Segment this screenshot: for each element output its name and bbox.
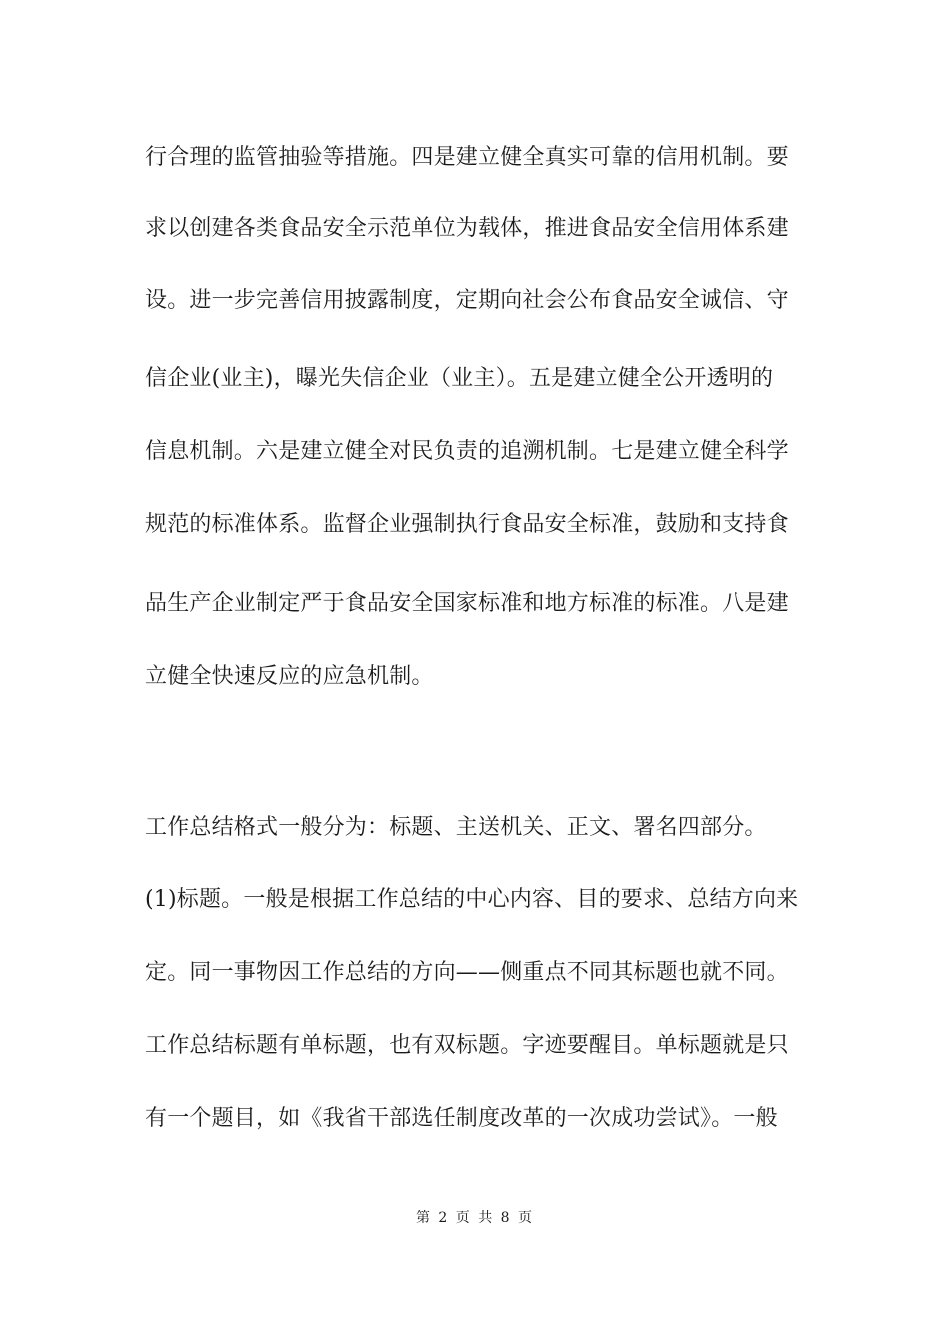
page-number-footer: 第 2 页 共 8 页 — [415, 1210, 535, 1226]
text-line: 设。进一步完善信用披露制度，定期向社会公布食品安全诚信、守 — [145, 288, 789, 313]
text-line: 工作总结标题有单标题，也有双标题。字迹要醒目。单标题就是只 — [145, 1033, 789, 1058]
text-line: 工作总结格式一般分为：标题、主送机关、正文、署名四部分。 — [145, 815, 767, 840]
text-line: (1)标题。一般是根据工作总结的中心内容、目的要求、总结方向来 — [145, 887, 799, 912]
text-line: 立健全快速反应的应急机制。 — [145, 664, 434, 689]
text-line: 品生产企业制定严于食品安全国家标准和地方标准的标准。八是建 — [145, 591, 789, 616]
text-line: 行合理的监管抽验等措施。四是建立健全真实可靠的信用机制。要 — [145, 145, 789, 170]
text-line: 信企业(业主)，曝光失信企业（业主）。五是建立健全公开透明的 — [145, 366, 774, 391]
text-line: 有一个题目，如《我省干部选任制度改革的一次成功尝试》。一般 — [145, 1106, 778, 1131]
text-line: 定。同一事物因工作总结的方向——侧重点不同其标题也就不同。 — [145, 960, 789, 985]
text-line: 求以创建各类食品安全示范单位为载体，推进食品安全信用体系建 — [145, 216, 789, 241]
text-line: 信息机制。六是建立健全对民负责的追溯机制。七是建立健全科学 — [145, 439, 789, 464]
text-line: 规范的标准体系。监督企业强制执行食品安全标准，鼓励和支持食 — [145, 512, 789, 537]
